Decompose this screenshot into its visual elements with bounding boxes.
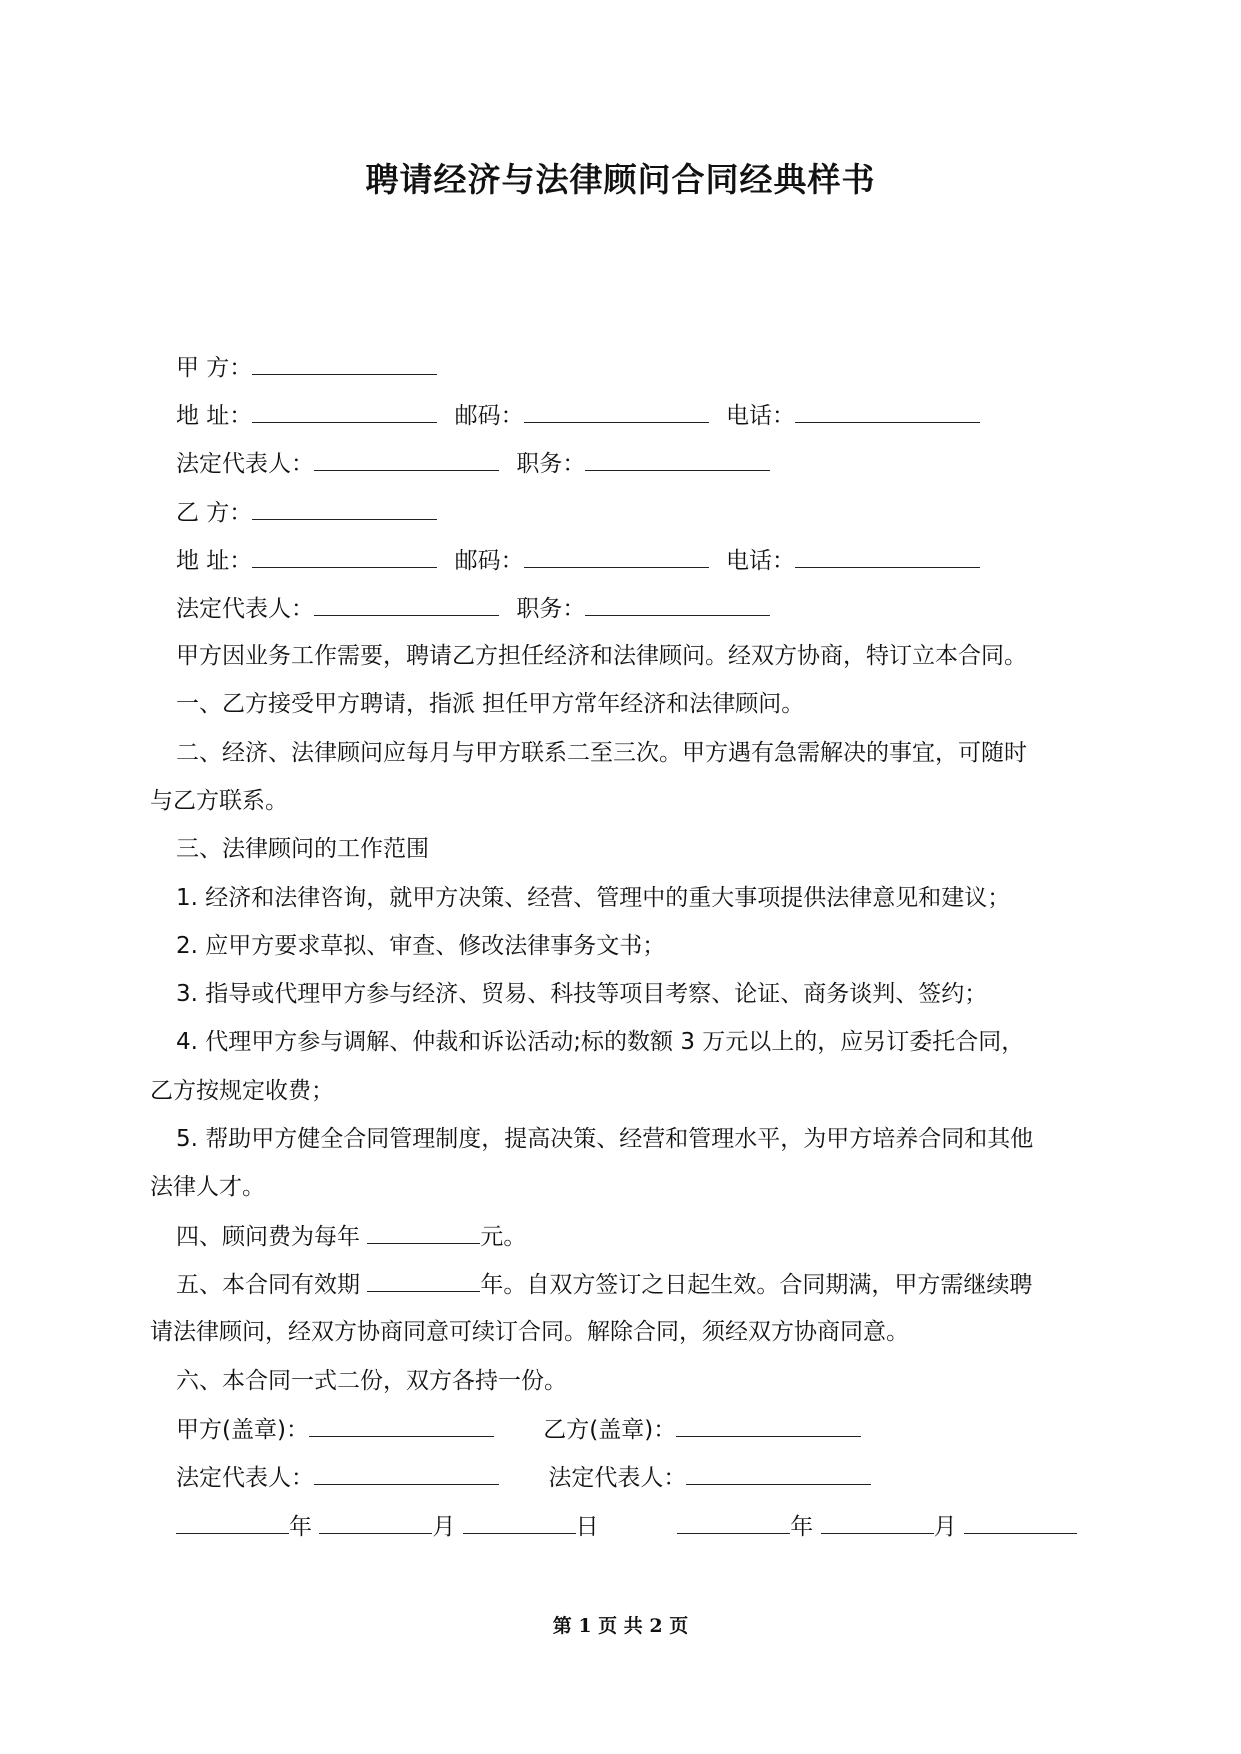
party-b-seal-label: 乙方(盖章)： xyxy=(543,1417,677,1443)
clause-3: 三、法律顾问的工作范围 xyxy=(176,836,429,862)
intro-paragraph: 甲方因业务工作需要，聘请乙方担任经济和法律顾问。经双方协商，特订立本合同。 xyxy=(176,643,1027,669)
clause-5-line-2: 请法律顾问，经双方协商同意可续订合同。解除合同，须经双方协商同意。 xyxy=(150,1319,909,1345)
date-b-month-label: 月 xyxy=(933,1514,957,1540)
date-a-day-label: 日 xyxy=(575,1514,599,1540)
term-years-blank xyxy=(367,1269,480,1292)
date-a-day-blank xyxy=(463,1511,576,1534)
party-a-address-label: 地 址： xyxy=(176,403,253,429)
clause-4-suffix: 元。 xyxy=(480,1224,527,1250)
clause-3-item-1: 1. 经济和法律咨询，就甲方决策、经营、管理中的重大事项提供法律意见和建议； xyxy=(176,885,1011,911)
clause-5-prefix: 五、本合同有效期 xyxy=(176,1272,368,1298)
party-a-phone-blank xyxy=(795,400,980,423)
clause-6: 六、本合同一式二份，双方各持一份。 xyxy=(176,1368,567,1394)
date-b-year-label: 年 xyxy=(790,1514,814,1540)
party-b-line xyxy=(176,497,437,528)
party-a-line xyxy=(176,352,437,383)
date-a-year-label: 年 xyxy=(289,1514,312,1540)
party-b-position-label: 职务： xyxy=(516,596,586,622)
date-b-day-blank xyxy=(964,1511,1077,1534)
party-b-postcode-label: 邮码： xyxy=(454,548,524,574)
annual-fee-blank xyxy=(367,1221,480,1244)
party-b-postcode-blank xyxy=(524,545,709,568)
party-a-seal-blank xyxy=(309,1414,494,1437)
clause-1: 一、乙方接受甲方聘请，指派 担任甲方常年经济和法律顾问。 xyxy=(176,691,805,717)
clause-2-line-1: 二、经济、法律顾问应每月与甲方联系二至三次。甲方遇有急需解决的事宜，可随时 xyxy=(176,740,1027,766)
date-b-year-blank xyxy=(677,1511,790,1534)
date-a-month-blank xyxy=(319,1511,432,1534)
signature-rep-b-label: 法定代表人： xyxy=(548,1465,687,1491)
party-a-blank xyxy=(252,352,437,375)
signature-date-line xyxy=(176,1511,1077,1542)
party-b-position-blank xyxy=(585,593,770,616)
party-a-address-line xyxy=(176,400,980,431)
party-b-address-label: 地 址： xyxy=(176,548,253,574)
clause-5-line-1 xyxy=(176,1269,1032,1300)
clause-3-item-5-line-1: 5. 帮助甲方健全合同管理制度，提高决策、经营和管理水平，为甲方培养合同和其他 xyxy=(176,1126,1034,1152)
party-b-rep-label: 法定代表人： xyxy=(176,596,314,622)
party-a-seal-label: 甲方(盖章)： xyxy=(176,1417,309,1443)
party-a-rep-blank xyxy=(314,448,499,471)
page-number-footer: 第 1 页 共 2 页 xyxy=(552,1615,689,1637)
clause-3-item-4-line-2: 乙方按规定收费； xyxy=(150,1078,334,1104)
party-a-address-blank xyxy=(252,400,437,423)
party-a-postcode-label: 邮码： xyxy=(454,403,524,429)
document-title: 聘请经济与法律顾问合同经典样书 xyxy=(365,160,876,199)
party-a-position-label: 职务： xyxy=(516,451,586,477)
party-a-rep-line xyxy=(176,448,770,479)
date-a-month-label: 月 xyxy=(432,1514,456,1540)
party-b-blank xyxy=(252,497,437,520)
party-a-rep-label: 法定代表人： xyxy=(176,451,314,477)
clause-4 xyxy=(176,1221,526,1252)
party-b-address-line xyxy=(176,545,980,576)
clause-3-item-4-line-1: 4. 代理甲方参与调解、仲裁和诉讼活动;标的数额 3 万元以上的，应另订委托合同， xyxy=(176,1029,1025,1055)
clause-3-item-2: 2. 应甲方要求草拟、审查、修改法律事务文书； xyxy=(176,933,666,959)
seal-line xyxy=(176,1414,861,1445)
party-b-phone-label: 电话： xyxy=(725,548,795,574)
clause-2-line-2: 与乙方联系。 xyxy=(150,788,288,814)
clause-5-suffix: 年。自双方签订之日起生效。合同期满，甲方需继续聘 xyxy=(480,1272,1033,1298)
party-b-phone-blank xyxy=(795,545,980,568)
party-b-label: 乙 方： xyxy=(176,500,253,526)
party-a-label: 甲 方： xyxy=(176,355,253,381)
party-a-position-blank xyxy=(585,448,770,471)
party-a-postcode-blank xyxy=(524,400,709,423)
party-b-seal-blank xyxy=(676,1414,861,1437)
clause-3-item-5-line-2: 法律人才。 xyxy=(150,1174,265,1200)
signature-rep-b-blank xyxy=(686,1462,871,1485)
date-b-month-blank xyxy=(821,1511,934,1534)
signature-rep-a-label: 法定代表人： xyxy=(176,1465,314,1491)
party-a-phone-label: 电话： xyxy=(725,403,795,429)
signature-rep-line xyxy=(176,1462,871,1493)
clause-4-prefix: 四、顾问费为每年 xyxy=(176,1224,368,1250)
clause-3-item-3: 3. 指导或代理甲方参与经济、贸易、科技等项目考察、论证、商务谈判、签约； xyxy=(176,981,988,1007)
party-b-address-blank xyxy=(252,545,437,568)
party-b-rep-line xyxy=(176,593,770,624)
signature-rep-a-blank xyxy=(314,1462,499,1485)
date-a-year-blank xyxy=(176,1511,289,1534)
party-b-rep-blank xyxy=(314,593,499,616)
